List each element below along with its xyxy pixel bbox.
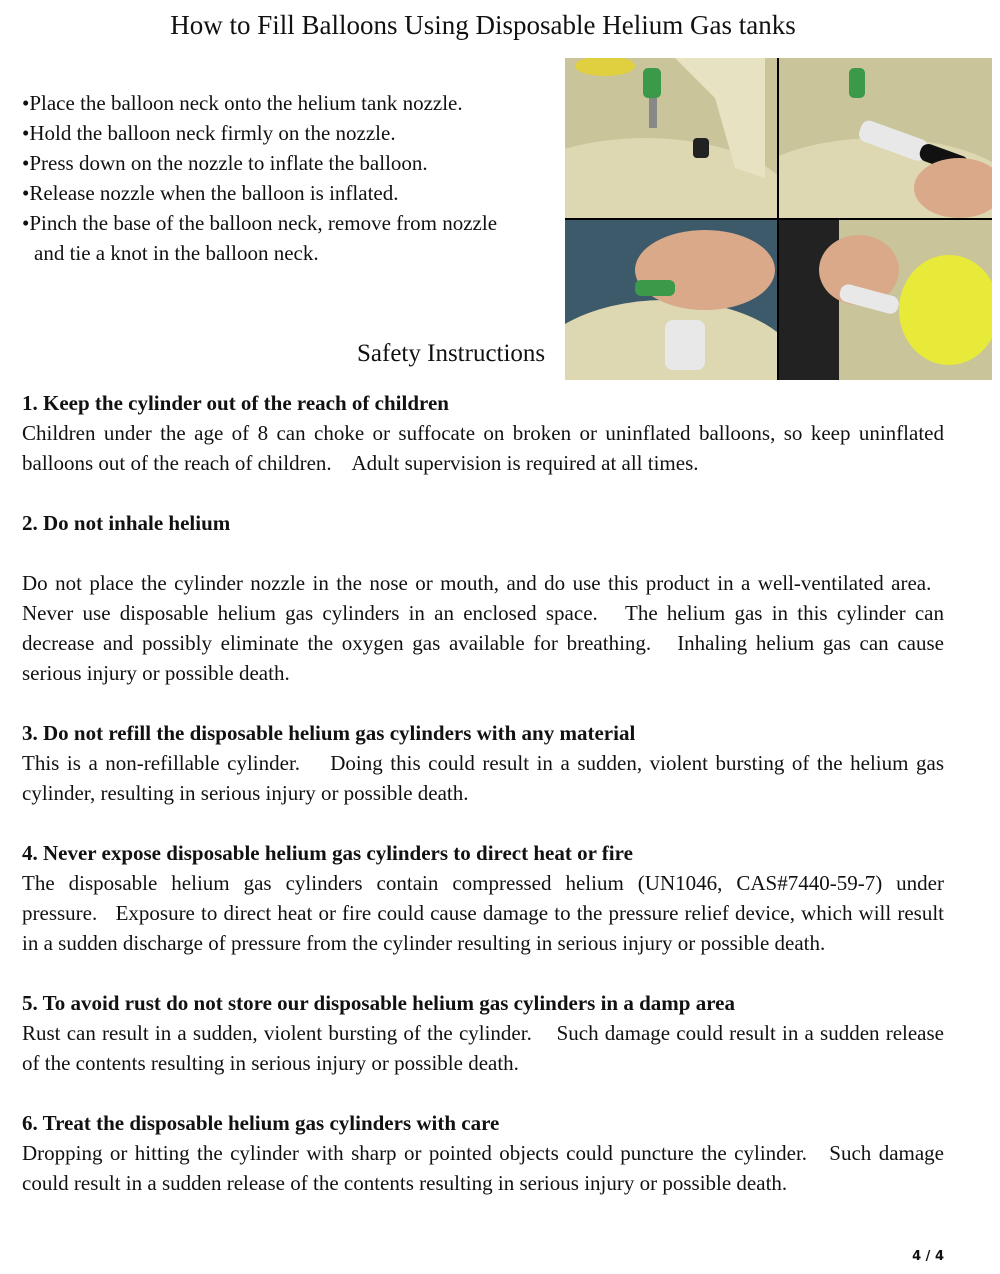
section-body: Children under the age of 8 can choke or suffocate on broken or uninflated balloons, so keep uninflated balloons out of the reach of children. Adult supervision is required at all times.: [22, 421, 944, 475]
section-heading: 5. To avoid rust do not store our disposable helium gas cylinders in a damp area: [22, 991, 735, 1015]
step-item: •Pinch the base of the balloon neck, remove from nozzle: [22, 211, 498, 235]
section-body: The disposable helium gas cylinders contain compressed helium (UN1046, CAS#7440-59-7) under pressure. Exposure to direct heat or fire could cause damage to the pressure relief device, which will result in a sudden discharge of pressure from the cylinder resulting in serious injury or possible death.: [22, 871, 944, 955]
instruction-photo-grid: [565, 58, 992, 380]
photo-balloon-on-nozzle: [779, 58, 992, 218]
section-heading: 6. Treat the disposable helium gas cylinders with care: [22, 1111, 500, 1135]
safety-section-4: [22, 838, 944, 958]
section-heading: 3. Do not refill the disposable helium gas cylinders with any material: [22, 721, 636, 745]
safety-section-1: [22, 388, 944, 478]
fill-steps-list: [22, 88, 562, 268]
section-body: Rust can result in a sudden, violent bursting of the cylinder. Such damage could result in a sudden release of the contents resulting in serious injury or possible death.: [22, 1021, 944, 1075]
photo-inflated-balloon: [779, 220, 992, 380]
safety-section-2: [22, 508, 944, 688]
step-item-continuation: and tie a knot in the balloon neck.: [34, 241, 319, 265]
section-heading: 1. Keep the cylinder out of the reach of children: [22, 391, 449, 415]
photo-pressing-nozzle: [565, 220, 777, 380]
step-item: •Place the balloon neck onto the helium tank nozzle.: [22, 91, 463, 115]
safety-instructions-heading: Safety Instructions: [357, 340, 546, 367]
section-body: Dropping or hitting the cylinder with sharp or pointed objects could puncture the cylinder. Such damage could result in a sudden release of the contents resulting in serious injury or possible death.: [22, 1141, 944, 1195]
section-spacer: [22, 538, 944, 568]
section-heading: 2. Do not inhale helium: [22, 511, 231, 535]
step-item: •Release nozzle when the balloon is inflated.: [22, 181, 399, 205]
page-number: 4 / 4: [912, 1249, 944, 1264]
safety-section-5: [22, 988, 944, 1078]
step-item: •Press down on the nozzle to inflate the balloon.: [22, 151, 428, 175]
section-heading: 4. Never expose disposable helium gas cylinders to direct heat or fire: [22, 841, 633, 865]
step-item: •Hold the balloon neck firmly on the nozzle.: [22, 121, 396, 145]
photo-tank-nozzle: [565, 58, 777, 218]
safety-sections: [22, 388, 944, 1228]
section-body: This is a non-refillable cylinder. Doing this could result in a sudden, violent bursting of the helium gas cylinder, resulting in serious injury or possible death.: [22, 751, 944, 805]
safety-section-3: [22, 718, 944, 808]
page-title: How to Fill Balloons Using Disposable Helium Gas tanks: [170, 10, 796, 40]
safety-section-6: [22, 1108, 944, 1198]
section-body: Do not place the cylinder nozzle in the nose or mouth, and do use this product in a well-ventilated area. Never use disposable helium gas cylinders in an enclosed space. The helium gas in this cylinder can decrease and possibly eliminate the oxygen gas available for breathing. Inhaling helium gas can cause serious injury or possible death.: [22, 571, 944, 685]
